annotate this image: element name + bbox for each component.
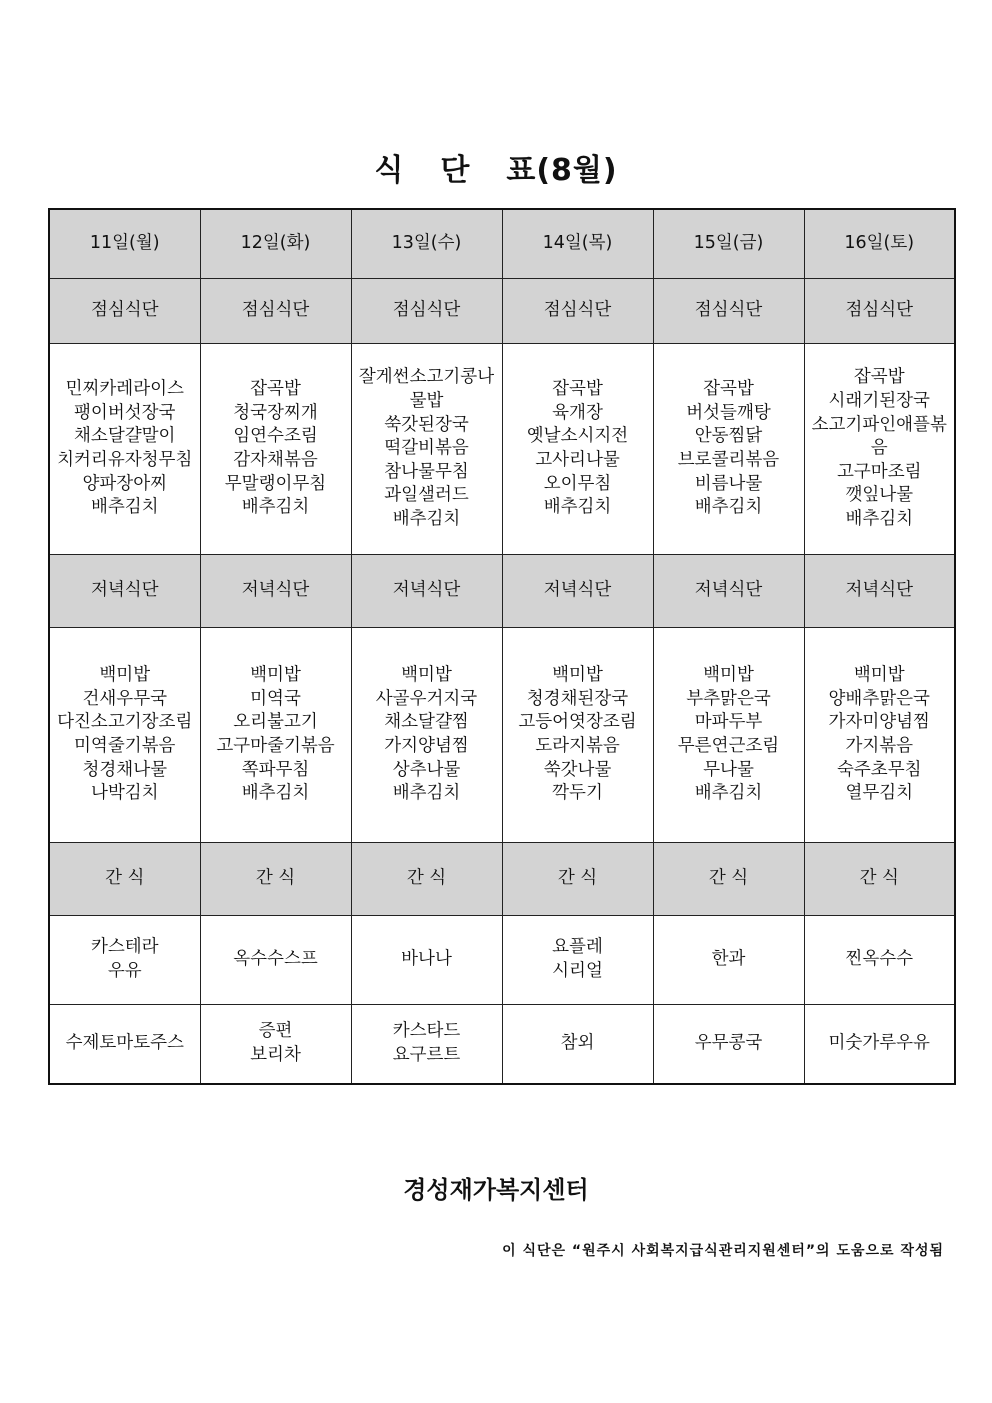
dinner-menu-cell xyxy=(200,628,351,843)
lunch-menu-cell xyxy=(49,344,200,555)
menu-item: 요플레 xyxy=(552,937,603,958)
menu-item: 배추김치 xyxy=(392,509,461,530)
snack-am-cell xyxy=(351,916,502,1005)
menu-item: 가자미양념찜 xyxy=(828,712,930,733)
menu-item: 상추나물 xyxy=(392,759,461,780)
page-title xyxy=(0,145,992,189)
menu-item: 고사리나물 xyxy=(535,450,620,470)
menu-item: 깍두기 xyxy=(552,783,603,804)
menu-item: 육개장 xyxy=(552,402,603,423)
menu-item: 요구르트 xyxy=(392,1045,461,1065)
menu-item: 건새우무국 xyxy=(82,688,168,709)
menu-item: 소고기파인애플볶음 xyxy=(811,414,947,459)
menu-item: 미숫가루우유 xyxy=(828,1033,930,1054)
menu-item: 백미밥 xyxy=(552,665,603,686)
lunch-menu-row xyxy=(49,344,955,555)
day-header: 15일(금) xyxy=(653,209,804,279)
menu-item: 가지볶음 xyxy=(845,736,914,756)
menu-item: 열무김치 xyxy=(845,783,914,804)
menu-item: 미역국 xyxy=(250,688,301,709)
dinner-menu-cell xyxy=(804,628,955,843)
menu-item: 무른연근조림 xyxy=(677,736,780,756)
menu-item: 다진소고기장조림 xyxy=(57,712,193,733)
menu-item: 고구마줄기볶음 xyxy=(216,736,335,756)
menu-item: 우무콩국 xyxy=(694,1033,763,1054)
menu-item: 오이무침 xyxy=(543,473,612,494)
menu-item: 잡곡밥 xyxy=(703,379,754,400)
snack-am-cell xyxy=(200,916,351,1005)
title-part-3: 표(8월) xyxy=(506,153,618,188)
lunch-label: 점심식단 xyxy=(49,279,200,344)
dinner-label: 저녁식단 xyxy=(49,555,200,628)
snack-pm-cell xyxy=(351,1005,502,1085)
snack-am-cell xyxy=(804,916,955,1005)
menu-item: 청경채나물 xyxy=(82,759,168,780)
menu-item: 청경채된장국 xyxy=(526,688,629,709)
menu-item: 배추김치 xyxy=(694,783,763,804)
menu-item: 도라지볶음 xyxy=(535,736,620,756)
menu-item: 옛날소시지전 xyxy=(526,426,629,447)
dinner-label: 저녁식단 xyxy=(351,555,502,628)
menu-item: 배추김치 xyxy=(543,497,612,518)
snack-label: 간 식 xyxy=(200,843,351,916)
menu-item: 비름나물 xyxy=(694,473,763,494)
center-name: 경성재가복지센터 xyxy=(403,1176,589,1204)
lunch-label: 점심식단 xyxy=(200,279,351,344)
menu-item: 가지양념찜 xyxy=(384,736,469,756)
dinner-menu-cell xyxy=(653,628,804,843)
menu-item: 보리차 xyxy=(250,1045,301,1065)
menu-item: 시래기된장국 xyxy=(828,390,930,411)
menu-item: 우유 xyxy=(107,961,142,981)
menu-item: 잡곡밥 xyxy=(552,379,603,400)
menu-item: 백미밥 xyxy=(99,665,151,686)
menu-item: 무말랭이무침 xyxy=(224,473,327,494)
menu-item: 참나물무침 xyxy=(384,461,469,482)
menu-item: 청국장찌개 xyxy=(233,402,318,423)
menu-item: 배추김치 xyxy=(241,783,310,804)
dinner-menu-cell xyxy=(502,628,653,843)
menu-item: 오리불고기 xyxy=(233,712,318,733)
menu-item: 떡갈비볶음 xyxy=(384,438,469,459)
dinner-label: 저녁식단 xyxy=(653,555,804,628)
menu-item: 사골우거지국 xyxy=(375,688,478,709)
lunch-label: 점심식단 xyxy=(653,279,804,344)
menu-item: 나박김치 xyxy=(90,783,159,804)
menu-item: 채소달걀말이 xyxy=(74,426,176,447)
snack-label: 간 식 xyxy=(49,843,200,916)
snack-pm-cell xyxy=(804,1005,955,1085)
dinner-label: 저녁식단 xyxy=(200,555,351,628)
snack-label: 간 식 xyxy=(804,843,955,916)
menu-item: 찐옥수수 xyxy=(845,949,914,970)
day-header: 12일(화) xyxy=(200,209,351,279)
menu-item: 참외 xyxy=(560,1033,595,1054)
menu-item: 백미밥 xyxy=(703,665,754,686)
dinner-label: 저녁식단 xyxy=(502,555,653,628)
menu-item: 부추맑은국 xyxy=(686,688,771,709)
title-part-2: 단 xyxy=(440,153,471,188)
lunch-menu-cell xyxy=(200,344,351,555)
snack-pm-cell xyxy=(653,1005,804,1085)
snack-pm-cell xyxy=(200,1005,351,1085)
menu-item: 증편 xyxy=(258,1021,293,1042)
menu-item: 깻잎나물 xyxy=(845,485,914,506)
snack-pm-row xyxy=(49,1005,955,1085)
dinner-menu-cell xyxy=(49,628,200,843)
menu-item: 무나물 xyxy=(703,759,754,780)
dinner-label-row xyxy=(49,555,955,628)
menu-item: 고등어엿장조림 xyxy=(518,712,637,733)
lunch-label: 점심식단 xyxy=(804,279,955,344)
snack-am-cell xyxy=(502,916,653,1005)
snack-pm-cell xyxy=(49,1005,200,1085)
snack-am-cell xyxy=(49,916,200,1005)
menu-item: 민찌카레라이스 xyxy=(65,379,184,400)
menu-item: 바나나 xyxy=(401,949,452,970)
credit-note: 이 식단은 “원주시 사회복지급식관리지원센터”의 도움으로 작성됨 xyxy=(502,1243,944,1259)
snack-label: 간 식 xyxy=(351,843,502,916)
menu-item: 카스테라 xyxy=(90,937,159,958)
lunch-label-row xyxy=(49,279,955,344)
lunch-menu-cell xyxy=(351,344,502,555)
day-header: 13일(수) xyxy=(351,209,502,279)
lunch-label: 점심식단 xyxy=(502,279,653,344)
snack-am-cell xyxy=(653,916,804,1005)
menu-item: 카스타드 xyxy=(392,1021,461,1042)
menu-item: 채소달걀찜 xyxy=(384,712,469,733)
menu-item: 양파장아찌 xyxy=(82,473,168,494)
menu-item: 배추김치 xyxy=(241,497,310,518)
menu-item: 미역줄기볶음 xyxy=(74,736,176,756)
menu-item: 팽이버섯장국 xyxy=(74,402,176,423)
lunch-menu-cell xyxy=(653,344,804,555)
menu-item: 치커리유자청무침 xyxy=(57,450,193,470)
menu-item: 옥수수스프 xyxy=(233,949,318,970)
menu-item: 안동찜닭 xyxy=(694,426,763,447)
menu-item: 배추김치 xyxy=(90,497,159,518)
menu-item: 양배추맑은국 xyxy=(828,688,930,709)
day-header: 11일(월) xyxy=(49,209,200,279)
menu-item: 배추김치 xyxy=(845,509,914,530)
menu-item: 쑥갓된장국 xyxy=(384,414,469,435)
lunch-menu-cell xyxy=(804,344,955,555)
menu-item: 잡곡밥 xyxy=(853,367,905,388)
menu-item: 쪽파무침 xyxy=(241,759,310,780)
menu-item: 배추김치 xyxy=(694,497,763,518)
dinner-menu-row xyxy=(49,628,955,843)
snack-pm-cell xyxy=(502,1005,653,1085)
menu-item: 백미밥 xyxy=(853,665,905,686)
day-header: 16일(토) xyxy=(804,209,955,279)
lunch-menu-cell xyxy=(502,344,653,555)
menu-item: 마파두부 xyxy=(694,712,763,733)
dinner-menu-cell xyxy=(351,628,502,843)
menu-item: 임연수조림 xyxy=(233,426,318,447)
menu-item: 잘게썬소고기콩나물밥 xyxy=(358,367,495,411)
title-part-1: 식 xyxy=(374,153,405,188)
menu-item: 백미밥 xyxy=(250,665,301,686)
day-header: 14일(목) xyxy=(502,209,653,279)
menu-item: 백미밥 xyxy=(401,665,452,686)
day-header-row xyxy=(49,209,955,279)
menu-item: 브로콜리볶음 xyxy=(677,450,780,470)
lunch-label: 점심식단 xyxy=(351,279,502,344)
menu-item: 감자채볶음 xyxy=(233,450,318,470)
menu-item: 한과 xyxy=(711,949,746,970)
menu-item: 버섯들깨탕 xyxy=(686,402,771,423)
menu-item: 시리얼 xyxy=(552,961,603,981)
menu-item: 배추김치 xyxy=(392,783,461,804)
snack-label: 간 식 xyxy=(502,843,653,916)
menu-item: 쑥갓나물 xyxy=(543,759,612,780)
snack-am-row xyxy=(49,916,955,1005)
menu-table xyxy=(48,208,956,1085)
menu-item: 과일샐러드 xyxy=(384,485,469,506)
menu-item: 고구마조림 xyxy=(836,461,922,482)
menu-item: 잡곡밥 xyxy=(250,379,301,400)
menu-item: 숙주초무침 xyxy=(836,759,922,780)
snack-label: 간 식 xyxy=(653,843,804,916)
menu-item: 수제토마토주스 xyxy=(65,1033,184,1054)
snack-label-row xyxy=(49,843,955,916)
dinner-label: 저녁식단 xyxy=(804,555,955,628)
